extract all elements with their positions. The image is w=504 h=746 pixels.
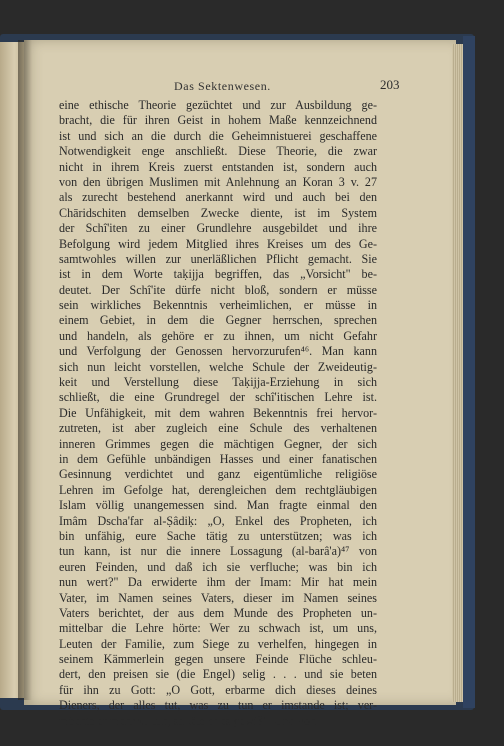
text-line: deutet. Der Schî'ite dürfe nicht bloß, sondern er müsse: [59, 282, 377, 297]
text-line: schließt, die eine Grundregel der schî'itischen Lehre ist.: [59, 390, 377, 405]
text-line: inneren Grimmes gegen die mächtigen Gegner, der sich: [59, 436, 377, 451]
running-title: Das Sektenwesen.: [174, 79, 271, 93]
text-line: als zurecht bestehend anerkannt wird und auch bei den: [59, 190, 377, 205]
text-line: und handeln, als gehöre er zu ihnen, um nicht Gefahr: [59, 328, 377, 343]
text-line: Vater, im Namen seines Vaters, dieser im Namen seines: [59, 590, 377, 605]
text-line: Befolgung wird jedem Mitglied ihres Kreises um des Ge-: [59, 236, 377, 251]
text-line: ist und sich an die durch die Geheimnistuerei geschaffene: [59, 128, 377, 143]
text-line: Islam völlig unangemessen sind. Man fragte einmal den: [59, 498, 377, 513]
text-line: Leuten der Familie, zum Siege zu verhelfen, hingegen in: [59, 636, 377, 651]
text-line: eine ethische Theorie gezüchtet und zur Ausbildung ge-: [59, 98, 377, 112]
text-line: Vaters berichtet, der aus dem Munde des Propheten un-: [59, 605, 377, 620]
page-gutter-shadow: [18, 40, 32, 700]
page-number: 203: [380, 77, 400, 92]
text-line: Gesinnung verdichtet und ganz eigentümliche religiöse: [59, 467, 377, 482]
text-line: bin unfähig, eure Sache tätig zu unterstützen; was ich: [59, 528, 377, 543]
text-line: nun wert?" Da erwiderte ihm der Imam: Mir hat mein: [59, 575, 377, 590]
text-line: ist in dem Worte taḳijja begriffen, das „Vorsicht" be-: [59, 267, 377, 282]
cover-edge: [463, 36, 475, 708]
text-line: seinem Kämmerlein gegen unsere Feinde Flüche schleu-: [59, 652, 377, 667]
text-line: sein wirkliches Bekenntnis verheimlichen, er müsse in: [59, 298, 377, 313]
text-line: Imâm Dscha'far al-Ṣâdiḳ: „O, Enkel des Propheten, ich: [59, 513, 377, 528]
text-line: mittelbar die Lehre hörte: Wer zu schwach ist, um uns,: [59, 621, 377, 636]
body-text: [59, 98, 377, 729]
text-line: zutreten, ist aber zugleich eine Schule des verhaltenen: [59, 421, 377, 436]
text-line: in dem Gefühle unbändigen Hasses und einer fanatischen: [59, 451, 377, 466]
text-line: keit und Verstellung diese Taḳijja-Erziehung in sich: [59, 375, 377, 390]
text-line: samtwohles willen zur unerläßlichen Pflicht gemacht. Sie: [59, 251, 377, 266]
text-line: Die Unfähigkeit, mit dem wahren Bekenntnis frei hervor-: [59, 405, 377, 420]
text-line: bracht, die für ihren Geist in hohem Maße kennzeichnend: [59, 113, 377, 128]
page-header: [24, 74, 456, 94]
text-line: Lehren im Gefolge hat, derengleichen dem rechtgläubigen: [59, 482, 377, 497]
text-line: euren Feinden, und daß ich sie verfluche; was bin ich: [59, 559, 377, 574]
text-line: Chāridschiten demselben Zwecke diente, ist im System: [59, 205, 377, 220]
text-line: Dieners, der alles tut, was zu tun er imstande ist; ver-: [59, 698, 377, 713]
text-line: Notwendigkeit enge anschließt. Diese Theorie, die zwar: [59, 144, 377, 159]
text-line: dert, den preisen sie (die Engel) selig . . . und sie beten: [59, 667, 377, 682]
text-line: der Schî'iten zu einer Grundlehre ausgebildet und ihre: [59, 221, 377, 236]
text-line: von den übrigen Muslimen mit Anlehnung an Koran 3 v. 27: [59, 174, 377, 189]
text-line: einem Gebiet, in dem die Gegner herrschen, sprechen: [59, 313, 377, 328]
text-line: tun kann, ist nur die innere Lossagung (al-barâ'a)⁴⁷ von: [59, 544, 377, 559]
text-line: möchte er mehr zu tun, so täte er es gewiß". Und von: [59, 713, 317, 728]
text-line: für ihn zu Gott: „O Gott, erbarme dich dieses deines: [59, 682, 377, 697]
text-line: sich nun leicht vorstellen, welche Schule der Zweideutig-: [59, 359, 377, 374]
text-line: nicht in ihrem Kreis zuerst entstanden ist, sondern auch: [59, 159, 377, 174]
text-line: und Verfolgung der Genossen hervorzurufen⁴⁶. Man kann: [59, 344, 377, 359]
